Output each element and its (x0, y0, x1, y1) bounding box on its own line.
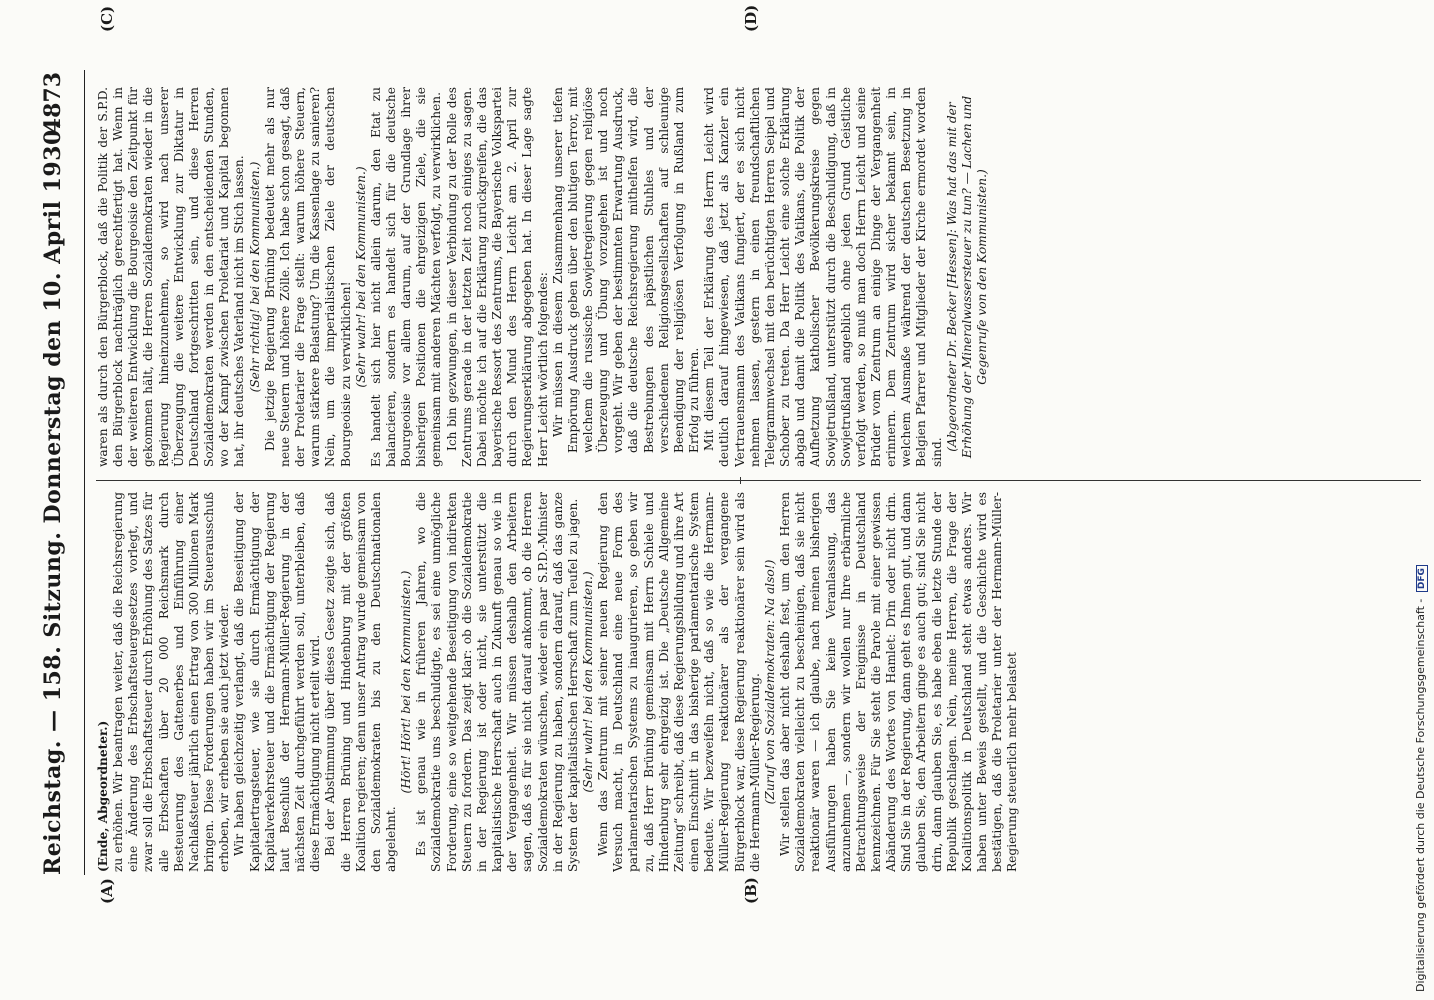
margin-mark-c: (C) (98, 5, 116, 32)
left-column (96, 492, 1426, 872)
interjection: (Sehr richtig! bei den Kommunisten.) (247, 161, 262, 393)
margin-mark-d: (D) (742, 4, 760, 32)
page-number: 4873 (40, 72, 66, 134)
column-divider-tick (740, 477, 741, 484)
digitization-footer (1414, 565, 1428, 992)
speaker-label: (Ende, Abgeordneter.) (96, 720, 110, 872)
dfg-logo: DFG (1416, 565, 1428, 592)
column-divider (96, 480, 1421, 481)
margin-mark-b: (B) (742, 877, 760, 904)
margin-mark-a: (A) (98, 878, 116, 904)
header-rule (84, 70, 85, 875)
paragraph: zu erhöhen. Wir beantragen weiter, daß die Reichsregierung eine Änderung des Erbschaftsteuergesetzes vorlegt, und zwar soll die Erbschaftsteuer durch Erhöhung des Satzes für alle Erbschaften über 20 000 Reichsmark durch Besteuerung des Gattenerbes und Einführung einer Nachlaßsteuer jährlich einen Ertrag von 300 Millionen Mark bringen. Diese Forderungen haben wir im Steuerausschuß erhoben, wir erheben sie auch jetzt wieder. (111, 492, 232, 872)
paragraph: Wenn das Zentrum mit seiner neuen Regierung den Versuch macht, in Deutschland eine neue Form des parlamentarischen Systems zu inaugurieren, so geben wir zu, daß Herr Brüning gemeinsam mit Herrn Schiele und Hindenburg sehr ehrgeizig ist. Die „Deutsche Allgemeine Zeitung“ schreibt, daß diese Regierungsbildung und ihre Art einen Einschnitt in das bisherige parlamentarische System bedeute. Wir bezweifeln nicht, daß so wie die Hermann-Müller-Regierung reaktionärer als der vergangene Bürgerblock war, diese Regierung reaktionärer sein wird als die Hermann-Müller-Regierung. (596, 492, 762, 872)
block-quote: Wir müssen in diesem Zusammenhang unserer tiefen Empörung Ausdruck geben über den blutigen Terror, mit welchem die russische Sowjetregierung gegen religiöse Überzeugung und Übung vorzugehen ist und noch vorgeht. Wir geben der bestimmten Erwartung Ausdruck, daß die deutsche Reichsregierung mithelfen wird, die Bestrebungen des päpstlichen Stuhles und der verschiedenen Religionsgesellschaften auf schleunige Beendigung der religiösen Verfolgung in Rußland zum Erfolg zu führen. (550, 87, 702, 453)
paragraph: Es handelt sich hier nicht allein darum, den Etat zu balancieren, sondern es handelt sich für die deutsche Bourgeoisie vor allem darum, auf der Grundlage ihrer bisherigen Positionen die ehrgeizigen Ziele, die sie gemeinsam mit anderen Mächten verfolgt, zu verwirklichen. (368, 87, 444, 467)
paragraph: Wir stellen das aber nicht deshalb fest, um den Herren Sozialdemokraten vielleicht zu bescheinigen, daß sie nicht reaktionär waren — ich glaube, nach meinen bisherigen Ausführungen haben Sie keine Veranlassung, das anzunehmen —, sondern wir wollen nur Ihre erbärmliche Betrachtungsweise der Ereignisse in Deutschland kennzeichnen. Für Sie steht die Parole mit einer gewissen Abänderung des Wortes von Hamlet: Drin oder nicht drin. Sind Sie in der Regierung, dann geht es Ihnen gut, und dann glauben Sie, den Arbeitern ginge es auch gut; sind Sie nicht drin, dann glauben Sie, es habe eben die letzte Stunde der Republik geschlagen. Nein, meine Herren, die Frage der Koalitionspolitik in Deutschland steht etwas anders. Wir haben unter Beweis gestellt, und die Geschichte wird es bestätigen, daß die Proletarier unter der Hermann-Müller-Regierung steuerlich mehr belastet (778, 492, 1020, 872)
paragraph: Ich bin gezwungen, in dieser Verbindung zu der Rolle des Zentrums gerade in der letzten Zeit noch einiges zu sagen. Dabei möchte ich auf die Erklärung zurückgreifen, die das bayerische Ressort des Zentrums, die Bayerische Volkspartei durch den Mund des Herrn Leicht am 2. April zur Regierungserklärung abgegeben hat. In dieser Lage sagte Herr Leicht wörtlich folgendes: (444, 87, 550, 467)
paragraph: Die jetzige Regierung Brüning bedeutet mehr als nur neue Steuern und höhere Zölle. Ich habe schon gesagt, daß der Proletarier die Frage stellt: warum höhere Steuern, warum stärkere Belastung? Um die Kassenlage zu sanieren? Nein, um die imperialistischen Ziele der deutschen Bourgeoisie zu verwirklichen! (262, 87, 353, 467)
right-column (96, 87, 1426, 467)
footer-text: Digitalisierung gefördert durch die Deutsche Forschungsgemeinschaft - (1414, 598, 1427, 992)
interjection: (Sehr wahr! bei den Kommunisten.) (581, 571, 595, 793)
interjection: (Zuruf von Sozialdemokraten: Na also!) (762, 559, 777, 805)
interjection: (Abgeordneter Dr. Becker [Hessen]: Was hat das mit der Erhöhung der Mineralwassersteuer zu tun? — Lachen und Gegenrufe von den Kommunisten.) (944, 95, 990, 459)
paragraph: Es ist genau wie in früheren Jahren, wo die Sozialdemokratie uns beschuldigte, es sei eine unmögliche Forderung, eine so weitgehende Beseitigung von indirekten Steuern zu fordern. Das zeigt klar: ob die Sozialdemokratie in der Regierung ist oder nicht, sie unterstützt die kapitalistische Herrschaft auch in Zukunft genau so wie in der Vergangenheit. Wir müssen deshalb den Arbeitern sagen, daß es für sie nicht darauf ankommt, ob die Herren Sozialdemokraten wünschen, wieder ein paar S.P.D.-Minister in der Regierung zu haben, sondern darauf, daß das ganze System der kapitalistischen Herrschaft zum Teufel zu jagen. (414, 492, 580, 872)
paragraph: Wir haben gleichzeitig verlangt, daß die Beseitigung der Kapitalertragsteuer, wie sie durch Ermächtigung der Kapitalverkehrsteuer und die Ermächtigung der Regierung laut Beschluß der Hermann-Müller-Regierung in der nächsten Zeit durchgeführt werden soll, unterbleiben, daß diese Ermächtigung nicht erteilt wird. (232, 492, 323, 872)
paragraph: Bei der Abstimmung über dieses Gesetz zeigte sich, daß die Herren Brüning und Hindenburg mit der größten Koalition regieren; denn unser Antrag wurde gemeinsam von den Sozialdemokraten bis zu den Deutschnationalen abgelehnt. (323, 492, 398, 872)
interjection: (Sehr wahr! bei den Kommunisten.) (353, 166, 368, 388)
paragraph: Mit diesem Teil der Erklärung des Herrn Leicht wird deutlich darauf hingewiesen, daß jetzt als Kanzler ein Vertrauensmann des Vatikans fungiert, der es sich nicht nehmen lassen, gestern in einen freundschaftlichen Telegrammwechsel mit den berüchtigten Herren Seipel und Schober zu treten. Da Herr Leicht eine solche Erklärung abgab und damit die Politik des Vatikans, die Politik der Aufhetzung katholischer Bevölkerungskreise gegen Sowjetrußland, unterstützt durch die Beschuldigung, daß in Sowjetrußland angeblich ohne jeden Grund Geistliche verfolgt werden, so muß man doch Herrn Leicht und seine Brüder vom Zentrum an einige Dinge der Vergangenheit erinnern. Dem Zentrum wird sicher bekannt sein, in welchem Ausmaße während der deutschen Besetzung in Belgien Pfarrer und Mitglieder der Kirche ermordet worden sind. (702, 87, 944, 467)
page-header-title: Reichstag. — 158. Sitzung. Donnerstag den 10. April 1930. (40, 121, 66, 875)
interjection: (Hört! Hört! bei den Kommunisten.) (399, 570, 414, 794)
paragraph: waren als durch den Bürgerblock, daß die Politik der S.P.D. den Bürgerblock nachträglich gerechtfertigt hat. Wenn in der weiteren Entwicklung die Bourgeoisie den Zeitpunkt für gekommen hält, die Herren Sozialdemokraten wieder in die Regierung hineinzunehmen, so wird nach unserer Überzeugung die weitere Entwicklung zur Diktatur in Deutschland fortgeschritten sein, und diese Herren Sozialdemokraten werden in den entscheidenden Stunden, wo der Kampf zwischen Proletariat und Kapital begonnen hat, ihr deutsches Vaterland nicht im Stich lassen. (96, 87, 247, 467)
